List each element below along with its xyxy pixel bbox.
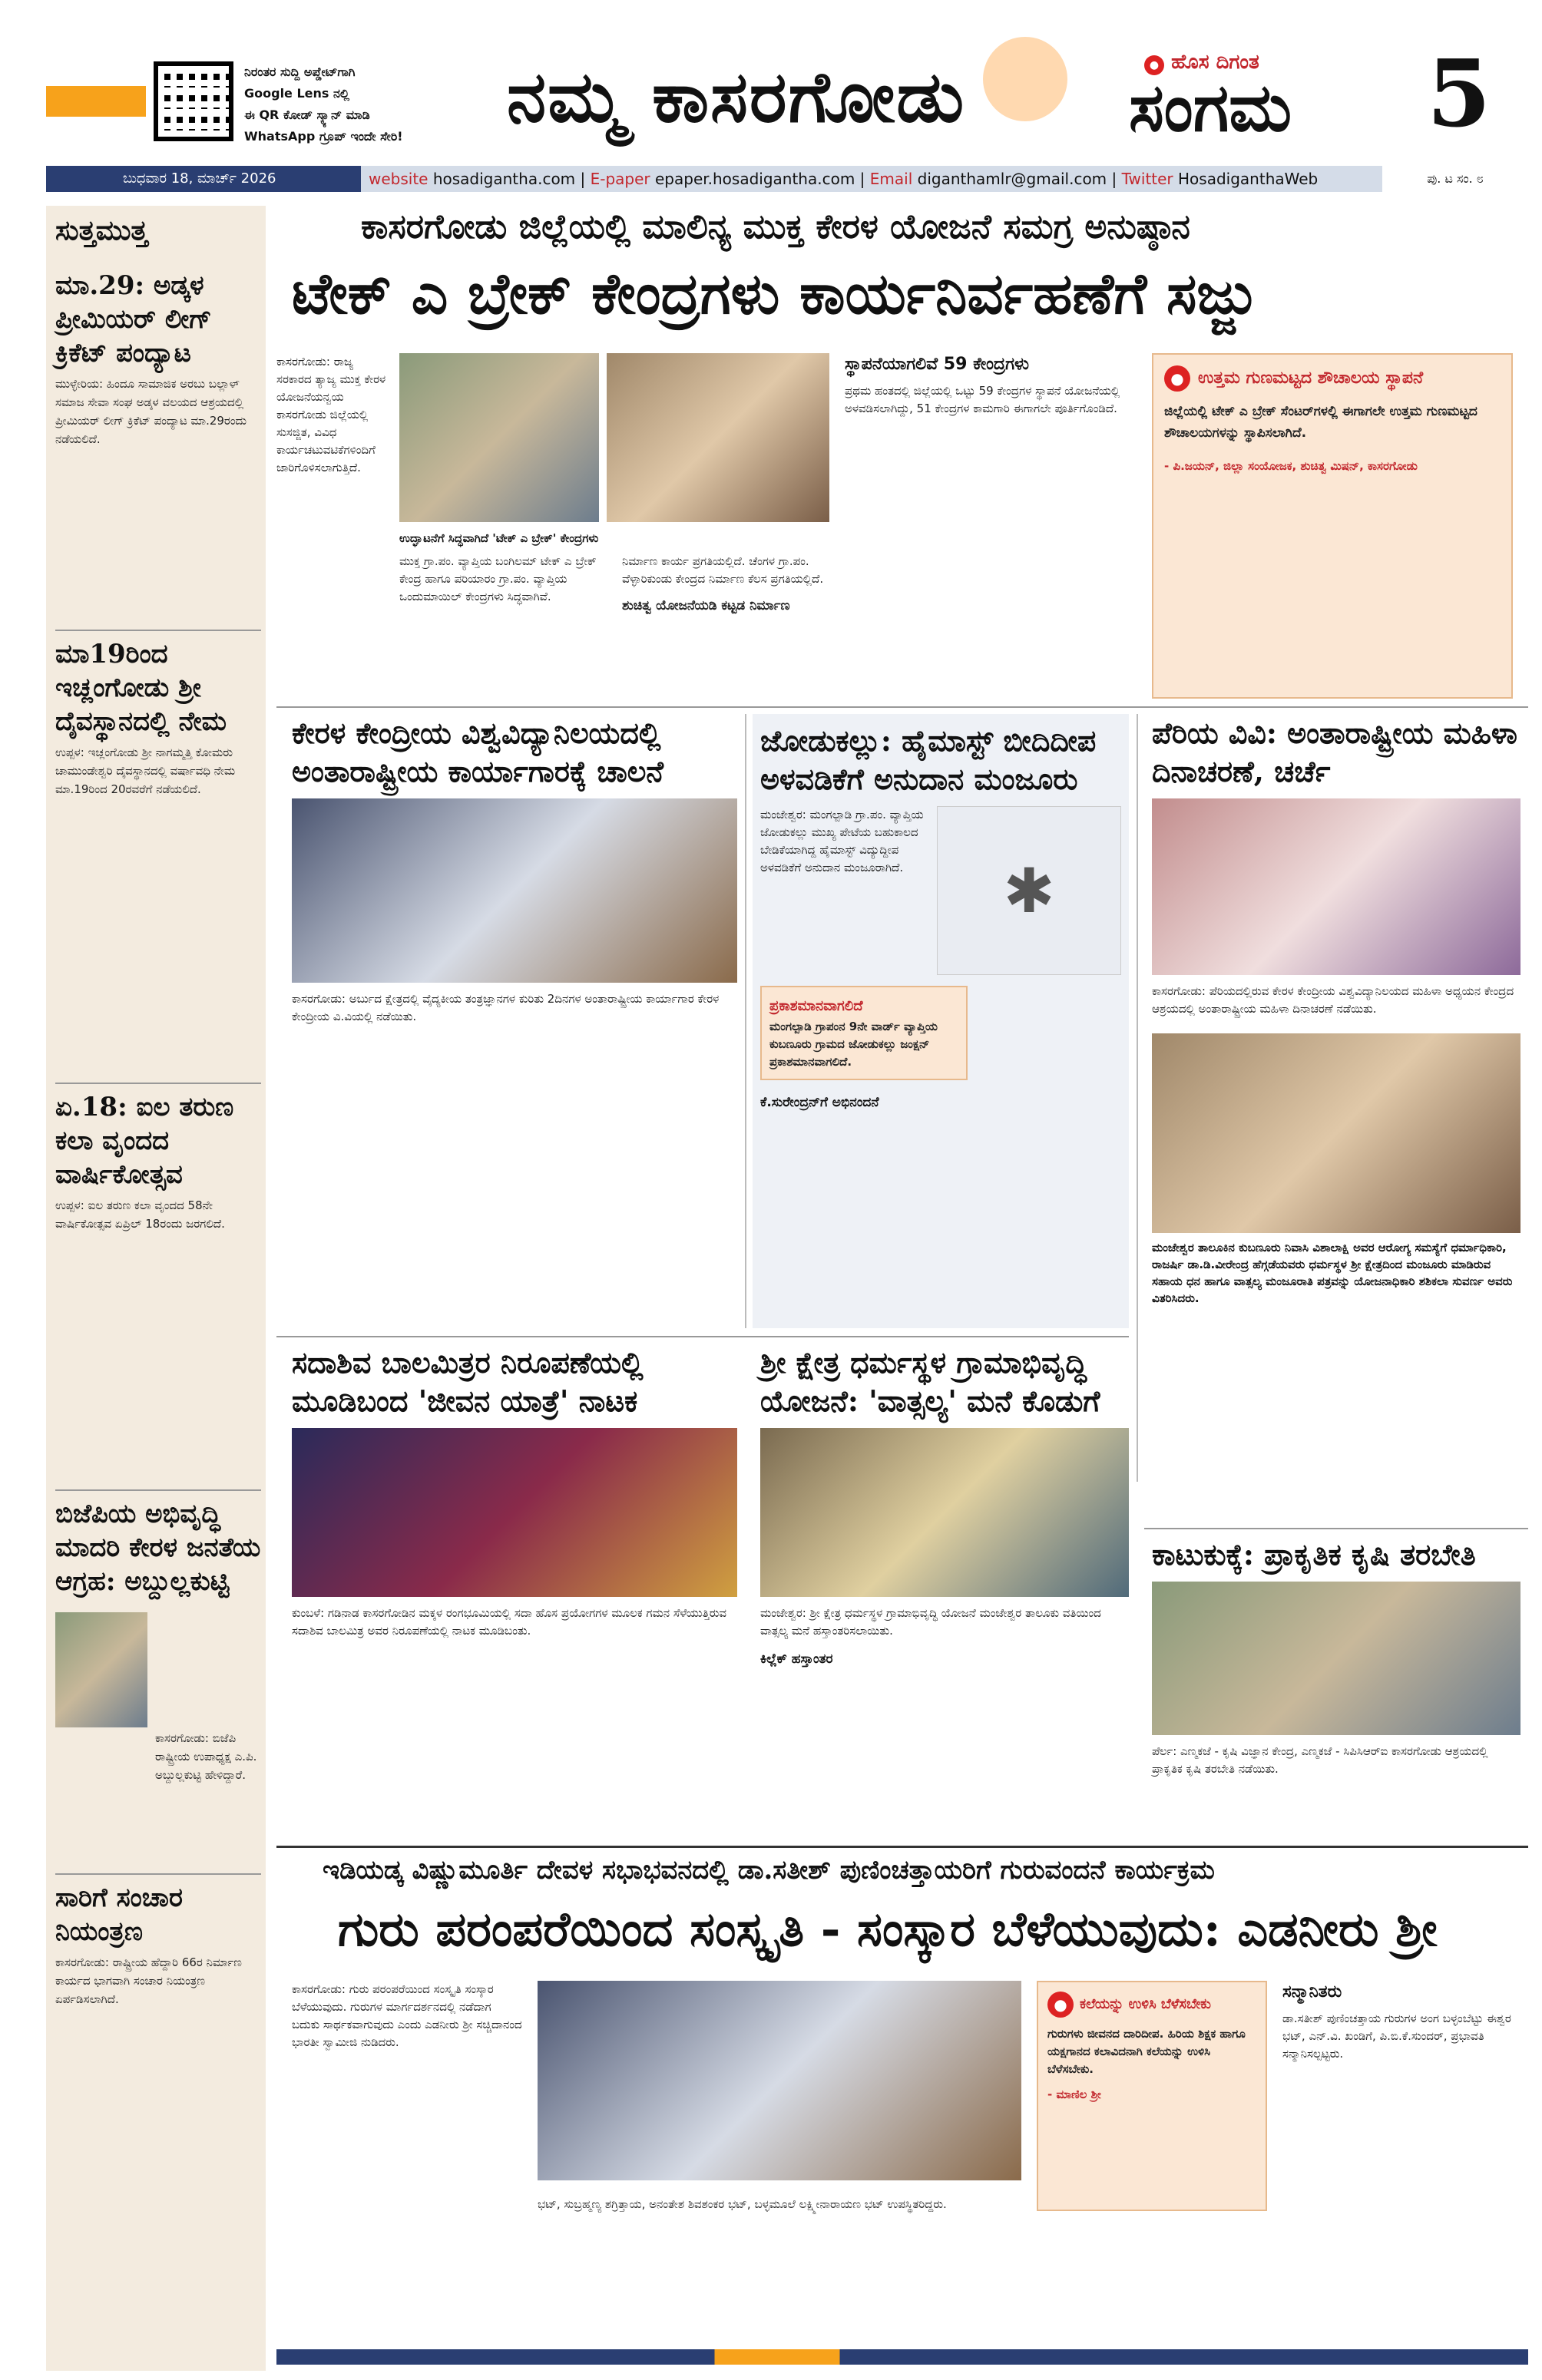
qr-line: ನಿರಂತರ ಸುದ್ದಿ ಅಪ್ಡೇಟ್‌ಗಾಗಿ <box>244 64 356 79</box>
honorees-title: ಸನ್ಮಾನಿತರು <box>1282 1982 1342 2002</box>
masthead-decoration <box>983 37 1067 121</box>
lead-body: ಪ್ರಥಮ ಹಂತದಲ್ಲಿ ಜಿಲ್ಲೆಯಲ್ಲಿ ಒಟ್ಟು 59 ಕೇಂದ್ರಗಳ ಸ್ಥಾಪನೆ ಯೋಜನೆಯಲ್ಲಿ ಅಳವಡಿಸಲಾಗಿದ್ದು, 51 ಕೇಂದ್ರಗಳ ಕಾಮಗಾರಿ ಈಗಾಗಲೇ ಪೂರ್ತಿಗೊಂಡಿದೆ. <box>845 384 1120 415</box>
sidebar-item[interactable] <box>55 269 261 448</box>
brand-name-text: ಹೊಸ ದಿಗಂತ <box>1171 51 1259 74</box>
lead-body-text: ನಿರ್ಮಾಣ ಕಾರ್ಯ ಪ್ರಗತಿಯಲ್ಲಿದೆ. ಚೆಂಗಳ ಗ್ರಾ.ಪಂ. ವೆಳ್ಳಾರಿಕುಂಡು ಕೇಂದ್ರದ ನಿರ್ಮಾಣ ಕೆಲಸ ಪ್ರಗತಿಯಲ್ಲಿದೆ. <box>622 554 824 586</box>
story[interactable] <box>1152 714 1520 1307</box>
sidebar-item-title: ಏ.18: ಐಲ ತರುಣ ಕಲಾ ವೃಂದದ ವಾರ್ಷಿಕೋತ್ಸವ <box>55 1092 234 1190</box>
sidebar-item[interactable] <box>55 637 261 798</box>
quote-box <box>1152 353 1513 699</box>
bottom-body: ಕಾಸರಗೋಡು: ಗುರು ಪರಂಪರೆಯಿಂದ ಸಂಸ್ಕೃತಿ ಸಂಸ್ಕಾರ ಬೆಳೆಯುವುದು. ಗುರುಗಳ ಮಾರ್ಗದರ್ಶನದಲ್ಲಿ ನಡೆದಾಗ ಬದುಕು ಸಾರ್ಥಕವಾಗುವುದು ಎಂದು ಎಡನೀರು ಶ್ರೀ ಸಚ್ಚಿದಾನಂದ ಭಾರತೀ ಸ್ವಾಮೀಜಿ ನುಡಿದರು. <box>292 1982 522 2049</box>
sidebar-item[interactable] <box>55 1881 261 2008</box>
highmast-lamp-icon: ✱ <box>937 806 1121 975</box>
qr-line: WhatsApp ಗ್ರೂಪ್ ಇಂದೇ ಸೇರಿ! <box>244 129 403 144</box>
bottom-body: ಭಟ್, ಸುಬ್ರಹ್ಮಣ್ಯ ಶಗ್ರಿತ್ತಾಯ, ಅನಂತೇಶ ಶಿವಶಂಕರ ಭಟ್, ಬಳ್ಳಮೂಲೆ ಲಕ್ಷ್ಮೀನಾರಾಯಣ ಭಟ್ ಉಪಸ್ಥಿತರಿದ್ದರು. <box>538 2197 947 2211</box>
sidebar-item[interactable] <box>55 1090 261 1233</box>
page-title: ನಮ್ಮ ಕಾಸರಗೋಡು <box>507 55 966 138</box>
contact-links: website hosadigantha.com | E-paper epaper.hosadigantha.com | Email diganthamlr@gmail.com | Twitter HosadiganthaWeb <box>369 170 1319 188</box>
lead-photo <box>607 353 829 522</box>
sidebar-item-text: ಉಪ್ಪಳ: ಐಲ ತರುಣ ಕಲಾ ವೃಂದದ 58ನೇ ವಾರ್ಷಿಕೋತ್ಸವ ಏಪ್ರಿಲ್ 18ರಂದು ಜರಗಲಿದೆ. <box>55 1198 225 1231</box>
story-headline: ಪೆರಿಯ ವಿವಿ: ಅಂತಾರಾಷ್ಟ್ರೀಯ ಮಹಿಳಾ ದಿನಾಚರಣೆ, ಚರ್ಚೆ <box>1152 716 1517 788</box>
story-headline: ಕಾಟುಕುಕ್ಕೆ: ಪ್ರಾಕೃತಿಕ ಕೃಷಿ ತರಬೇತಿ <box>1152 1537 1476 1572</box>
footer-bar <box>276 2349 1528 2365</box>
story-subhead: ಕಿಲ್ಲೆಕ್ ಹಸ್ತಾಂತರ <box>760 1651 833 1667</box>
brand-logo-icon: ● <box>1144 55 1164 75</box>
epaper-link[interactable]: epaper.hosadigantha.com <box>655 170 855 188</box>
twitter-link[interactable]: HosadiganthaWeb <box>1178 170 1319 188</box>
bottom-photo <box>538 1981 1021 2180</box>
lead-body: ಕಾಸರಗೋಡು: ರಾಜ್ಯ ಸರಕಾರದ ತ್ಯಾಜ್ಯ ಮುಕ್ತ ಕೇರಳ ಯೋಜನೆಯನ್ವಯ ಕಾಸರಗೋಡು ಜಿಲ್ಲೆಯಲ್ಲಿ ಸುಸಜ್ಜಿತ, ವಿವಿಧ ಕಾರ್ಯಚಟುವಟಿಕೆಗಳಿಂದಿಗೆ ಜಾರಿಗೊಳಿಸಲಾಗುತ್ತಿದೆ. <box>276 355 386 474</box>
quote-box-text: ಗುರುಗಳು ಜೀವನದ ದಾರಿದೀಪ. ಹಿರಿಯ ಶಿಕ್ಷಕ ಹಾಗೂ ಯಕ್ಷಗಾನದ ಕಲಾವಿದನಾಗಿ ಕಲೆಯನ್ನು ಉಳಿಸಿ ಬೆಳೆಸಬೇಕು. <box>1047 2027 1246 2076</box>
quote-box-text: ಜಿಲ್ಲೆಯಲ್ಲಿ ಟೇಕ್ ಎ ಬ್ರೇಕ್ ಸೆಂಟರ್‌ಗಳಲ್ಲಿ ಈಗಾಗಲೇ ಉತ್ತಮ ಗುಣಮಟ್ಟದ ಶೌಚಾಲಯಗಳನ್ನು ಸ್ಥಾಪಿಸಲಾಗಿದೆ. <box>1164 404 1477 441</box>
brand-logo-icon: ● <box>1164 365 1190 392</box>
lead-headline: ಟೇಕ್ ಎ ಬ್ರೇಕ್ ಕೇಂದ್ರಗಳು ಕಾರ್ಯನಿರ್ವಹಣೆಗೆ ಸಜ್ಜು <box>292 261 1257 327</box>
story-headline: ಜೋಡುಕಲ್ಲು: ಹೈಮಾಸ್ಟ್ ಬೀದಿದೀಪ ಅಳವಡಿಕೆಗೆ ಅನುದಾನ ಮಂಜೂರು <box>760 723 1097 796</box>
accent-bar <box>46 86 146 117</box>
email-label: Email <box>869 170 913 188</box>
info-box-title: ಪ್ರಕಾಶಮಾನವಾಗಲಿದೆ <box>769 998 863 1014</box>
sidebar-item-text: ಉಪ್ಪಳ: ಇಚ್ಲಂಗೋಡು ಶ್ರೀ ನಾಗಮ್ಮತ್ತಿ ಕೋಮರು ಚಾಮುಂಡೇಶ್ವರಿ ದೈವಸ್ಥಾನದಲ್ಲಿ ವರ್ಷಾವಧಿ ನೇಮ ಮಾ.19ರಿಂದ 20ರವರೆಗೆ ನಡೆಯಲಿದೆ. <box>55 745 236 796</box>
story-subhead: ಕೆ.ಸುರೇಂದ್ರನ್‌ಗೆ ಅಭಿನಂದನೆ <box>760 1095 879 1110</box>
qr-line: ಈ QR ಕೋಡ್ ಸ್ಕ್ಯಾನ್ ಮಾಡಿ <box>244 107 370 122</box>
qr-instructions <box>244 61 498 147</box>
story-body: ಪೆರ್ಲ: ಎಣ್ಮಕಜೆ - ಕೃಷಿ ವಿಜ್ಞಾನ ಕೇಂದ್ರ, ಎಣ್ಮಕಜೆ - ಸಿಪಿಸಿಆರ್‌ಐ ಕಾಸರಗೋಡು ಆಶ್ರಯದಲ್ಲಿ ಪ್ರಾಕೃತಿಕ ಕೃಷಿ ತರಬೇತಿ ನಡೆಯಿತು. <box>1152 1744 1488 1776</box>
sidebar-item-text: ಕಾಸರಗೋಡು: ರಾಷ್ಟ್ರೀಯ ಹೆದ್ದಾರಿ 66ರ ನಿರ್ಮಾಣ ಕಾರ್ಯದ ಭಾಗವಾಗಿ ಸಂಚಾರ ನಿಯಂತ್ರಣ ಏರ್ಪಡಿಸಲಾಗಿದೆ. <box>55 1955 242 2006</box>
lead-body <box>622 553 829 617</box>
quote-box-title: ಉತ್ತಮ ಗುಣಮಟ್ಟದ ಶೌಚಾಲಯ ಸ್ಥಾಪನೆ <box>1198 369 1424 388</box>
twitter-label: Twitter <box>1121 170 1173 188</box>
sidebar-item-title: ಮಾ19ರಿಂದ ಇಚ್ಲಂಗೋಡು ಶ್ರೀ ದೈವಸ್ಥಾನದಲ್ಲಿ ನೇಮ <box>55 639 227 737</box>
story-photo <box>1152 1033 1520 1233</box>
story-headline: ಕೇರಳ ಕೇಂದ್ರೀಯ ವಿಶ್ವವಿದ್ಯಾನಿಲಯದಲ್ಲಿ ಅಂತಾರಾಷ್ಟ್ರೀಯ ಕಾರ್ಯಾಗಾರಕ್ಕೆ ಚಾಲನೆ <box>292 716 664 788</box>
honorees <box>1282 1981 1520 2063</box>
issue-date: ಬುಧವಾರ 18, ಮಾರ್ಚ್ 2026 <box>46 166 361 192</box>
quote-box-title: ಕಲೆಯನ್ನು ಉಳಿಸಿ ಬೆಳೆಸಬೇಕು <box>1080 1996 1212 2012</box>
lead-subhead: ಶುಚಿತ್ವ ಯೋಜನೆಯಡಿ ಕಟ್ಟಡ ನಿರ್ಮಾಣ <box>622 598 790 613</box>
sidebar-item[interactable] <box>55 1497 261 1784</box>
story[interactable] <box>292 1344 737 1640</box>
sidebar-item-title: ಬಿಜೆಪಿಯ ಅಭಿವೃದ್ಧಿ ಮಾದರಿ ಕೇರಳ ಜನತೆಯ ಆಗ್ರಹ: ಅಬ್ದುಲ್ಲಕುಟ್ಟಿ <box>55 1499 261 1597</box>
story-photo <box>760 1428 1129 1597</box>
honorees-list: ಡಾ.ಸತೀಶ್ ಪುಣಿಂಚತ್ತಾಯ ಗುರುಗಳ ಅಂಗ ಬಳ್ಳಂಬೆಟ್ಟು ಈಶ್ವರ ಭಟ್, ಎನ್.ವಿ. ಖಂಡಿಗೆ, ಪಿ.ಬಿ.ಕೆ.ಸುಂದರ್, ಪ್ರಭಾವತಿ ಸನ್ಮಾನಿಸಲ್ಪಟ್ಟರು. <box>1282 2011 1511 2061</box>
lead-body: ಮುಕ್ತ ಗ್ರಾ.ಪಂ. ವ್ಯಾಪ್ತಿಯ ಬಂಗಿಲಮ್ ಟೇಕ್ ಎ ಬ್ರೇಕ್ ಕೇಂದ್ರ ಹಾಗೂ ಪರಿಯಾರಂ ಗ್ರಾ.ಪಂ. ವ್ಯಾಪ್ತಿಯ ಒಂದುಮಾಯಿಲ್ ಕೇಂದ್ರಗಳು ಸಿದ್ಧವಾಗಿವೆ. <box>399 554 597 603</box>
story-body: ಕಾಸರಗೋಡು: ಅರ್ಬುದ ಕ್ಷೇತ್ರದಲ್ಲಿ ವೈದ್ಯಕೀಯ ತಂತ್ರಜ್ಞಾನಗಳ ಕುರಿತು 2ದಿನಗಳ ಅಂತಾರಾಷ್ಟ್ರೀಯ ಕಾರ್ಯಾಗಾರ ಕೇರಳ ಕೇಂದ್ರೀಯ ವಿ.ವಿಯಲ್ಲಿ ನಡೆಯಿತು. <box>292 992 720 1023</box>
story[interactable] <box>1152 1535 1520 1778</box>
story[interactable] <box>760 1344 1129 1671</box>
story-photo <box>292 798 737 983</box>
portrait-photo <box>55 1612 147 1727</box>
quote-box-author: - ಪಿ.ಜಯನ್, ಜಿಲ್ಲಾ ಸಂಯೋಜಕ, ಶುಚಿತ್ವ ಮಿಷನ್, ಕಾಸರಗೋಡು <box>1164 459 1418 473</box>
info-box-text: ಮಂಗಲ್ಪಾಡಿ ಗ್ರಾಪಂನ 9ನೇ ವಾರ್ಡ್ ವ್ಯಾಪ್ತಿಯ ಕುಬಣೂರು ಗ್ರಾಮದ ಜೋಡುಕಲ್ಲು ಜಂಕ್ಷನ್ ಪ್ರಕಾಶಮಾನವಾಗಲಿದೆ. <box>769 1020 938 1069</box>
bottom-headline: ಗುರು ಪರಂಪರೆಯಿಂದ ಸಂಸ್ಕೃತಿ - ಸಂಸ್ಕಾರ ಬೆಳೆಯುವುದು: ಎಡನೀರು ಶ್ರೀ <box>338 1901 1438 1957</box>
lead-photo-caption: ಉದ್ಘಾಟನೆಗೆ ಸಿದ್ಧವಾಗಿದೆ 'ಟೇಕ್ ಎ ಬ್ರೇಕ್' ಕೇಂದ್ರಗಳು <box>399 531 599 545</box>
story-photo <box>1152 798 1520 975</box>
sidebar-item-text: ಕಾಸರಗೋಡು: ಬಿಜೆಪಿ ರಾಷ್ಟ್ರೀಯ ಉಪಾಧ್ಯಕ್ಷ ಎ.ಪಿ. ಅಬ್ದುಲ್ಲಕುಟ್ಟಿ ಹೇಳಿದ್ದಾರೆ. <box>155 1731 257 1782</box>
sidebar-section-title: ಸುತ್ತಮುತ್ತ <box>55 215 148 246</box>
website-link[interactable]: hosadigantha.com <box>432 170 576 188</box>
epaper-label: E-paper <box>590 170 650 188</box>
bottom-kicker: ಇಡಿಯಡ್ಕ ವಿಷ್ಣುಮೂರ್ತಿ ದೇವಳ ಸಭಾಭವನದಲ್ಲಿ ಡಾ.ಸತೀಶ್ ಪುಣಿಂಚತ್ತಾಯರಿಗೆ ಗುರುವಂದನೆ ಕಾರ್ಯಕ್ರಮ <box>323 1855 1215 1886</box>
story-caption: ಮಂಜೇಶ್ವರ ತಾಲೂಕಿನ ಕುಬಣೂರು ನಿವಾಸಿ ವಿಶಾಲಾಕ್ಷಿ ಅವರ ಆರೋಗ್ಯ ಸಮಸ್ಯೆಗೆ ಧರ್ಮಾಧಿಕಾರಿ, ರಾಜರ್ಷಿ ಡಾ.ಡಿ.ವೀರೇಂದ್ರ ಹೆಗ್ಗಡೆಯವರು ಧರ್ಮಸ್ಥಳ ಶ್ರೀ ಕ್ಷೇತ್ರದಿಂದ ಮಂಜೂರು ಮಾಡಿರುವ ಸಹಾಯ ಧನ ಹಾಗೂ ವಾತ್ಸಲ್ಯ ಮಂಜೂರಾತಿ ಪತ್ರವನ್ನು ಯೋಜನಾಧಿಕಾರಿ ಶಶಿಕಲಾ ಸುವರ್ಣ ಅವರು ವಿತರಿಸಿದರು. <box>1152 1241 1513 1305</box>
lead-kicker: ಕಾಸರಗೋಡು ಜಿಲ್ಲೆಯಲ್ಲಿ ಮಾಲಿನ್ಯ ಮುಕ್ತ ಕೇರಳ ಯೋಜನೆ ಸಮಗ್ರ ಅನುಷ್ಠಾನ <box>361 207 1190 246</box>
story[interactable] <box>292 714 737 1026</box>
story[interactable] <box>753 714 1129 1328</box>
lead-subhead: ಸ್ಥಾಪನೆಯಾಗಲಿವೆ 59 ಕೇಂದ್ರಗಳು <box>845 355 1029 374</box>
story-body: ಕುಂಬಳೆ: ಗಡಿನಾಡ ಕಾಸರಗೋಡಿನ ಮಕ್ಕಳ ರಂಗಭೂಮಿಯಲ್ಲಿ ಸದಾ ಹೊಸ ಪ್ರಯೋಗಗಳ ಮೂಲಕ ಗಮನ ಸೆಳೆಯುತ್ತಿರುವ ಸದಾಶಿವ ಬಾಲಮಿತ್ರ ಅವರ ನಿರೂಪಣೆಯಲ್ಲಿ ನಾಟಕ ಮೂಡಿಬಂತು. <box>292 1606 727 1638</box>
section-name: ಸಂಗಮ <box>1129 69 1292 147</box>
story-body: ಮಂಜೇಶ್ವರ: ಮಂಗಲ್ಪಾಡಿ ಗ್ರಾ.ಪಂ. ವ್ಯಾಪ್ತಿಯ ಜೋಡುಕಲ್ಲು ಮುಖ್ಯ ಪೇಟೆಯ ಬಹುಕಾಲದ ಬೇಡಿಕೆಯಾಗಿದ್ದ ಹೈಮಾಸ್ಟ್ ವಿದ್ಯುದ್ದೀಪ ಅಳವಡಿಕೆಗೆ ಅನುದಾನ ಮಂಜೂರಾಗಿದೆ. <box>760 808 924 874</box>
lead-photo <box>399 353 599 522</box>
page-number: 5 <box>1427 40 1491 148</box>
email-link[interactable]: diganthamlr@gmail.com <box>917 170 1107 188</box>
sidebar-item-title: ಸಾರಿಗೆ ಸಂಚಾರ ನಿಯಂತ್ರಣ <box>55 1883 183 1947</box>
website-label: website <box>369 170 429 188</box>
quote-box-author: - ಮಾಣಿಲ ಶ್ರೀ <box>1047 2087 1101 2101</box>
story-photo <box>1152 1582 1520 1735</box>
sidebar-item-title: ಮಾ.29: ಅಡ್ಕಳ ಪ್ರೀಮಿಯರ್ ಲೀಗ್ ಕ್ರಿಕೆಟ್ ಪಂದ್ಯಾಟ <box>55 270 212 369</box>
story-headline: ಸದಾಶಿವ ಬಾಲಮಿತ್ರರ ನಿರೂಪಣೆಯಲ್ಲಿ ಮೂಡಿಬಂದ 'ಜೀವನ ಯಾತ್ರೆ' ನಾಟಕ <box>292 1345 644 1418</box>
sidebar-item-text: ಮುಳ್ಳೇರಿಯ: ಹಿಂದೂ ಸಾಮಾಜಿಕ ಅರಬು ಬಲ್ಲಾಳ್ ಸಮಾಜ ಸೇವಾ ಸಂಘ ಅಡ್ಕಳ ವಲಯದ ಆಶ್ರಯದಲ್ಲಿ ಪ್ರೀಮಿಯರ್ ಲೀಗ್ ಕ್ರಿಕೆಟ್ ಪಂದ್ಯಾಟ ಮಾ.29ರಂದು ನಡೆಯಲಿದೆ. <box>55 377 247 446</box>
story-body: ಮಂಜೇಶ್ವರ: ಶ್ರೀ ಕ್ಷೇತ್ರ ಧರ್ಮಸ್ಥಳ ಗ್ರಾಮಾಭಿವೃದ್ಧಿ ಯೋಜನೆ ಮಂಜೇಶ್ವರ ತಾಲೂಕು ವತಿಯಿಂದ ವಾತ್ಸಲ್ಯ ಮನೆ ಹಸ್ತಾಂತರಿಸಲಾಯಿತು. <box>760 1606 1101 1638</box>
story-body: ಕಾಸರಗೋಡು: ಪೆರಿಯದಲ್ಲಿರುವ ಕೇರಳ ಕೇಂದ್ರೀಯ ವಿಶ್ವವಿದ್ಯಾನಿಲಯದ ಮಹಿಳಾ ಅಧ್ಯಯನ ಕೇಂದ್ರದ ಆಶ್ರಯದಲ್ಲಿ ಅಂತಾರಾಷ್ಟ್ರೀಯ ಮಹಿಳಾ ದಿನಾಚರಣೆ ನಡೆಯಿತು. <box>1152 984 1514 1016</box>
qr-code[interactable] <box>154 61 233 141</box>
story-headline: ಶ್ರೀ ಕ್ಷೇತ್ರ ಧರ್ಮಸ್ಥಳ ಗ್ರಾಮಾಭಿವೃದ್ಧಿ ಯೋಜನೆ: 'ವಾತ್ಸಲ್ಯ' ಮನೆ ಕೊಡುಗೆ <box>760 1345 1100 1418</box>
info-box <box>760 986 968 1080</box>
sidebar <box>46 206 266 2371</box>
page-count: ಪು. ಟ ಸಂ. ೮ <box>1382 166 1528 192</box>
lead-sidebar <box>845 353 1137 418</box>
qr-line: Google Lens ನಲ್ಲಿ <box>244 86 349 101</box>
quote-box <box>1037 1981 1267 2211</box>
brand-logo-icon: ● <box>1047 1992 1074 2018</box>
story-photo <box>292 1428 737 1597</box>
